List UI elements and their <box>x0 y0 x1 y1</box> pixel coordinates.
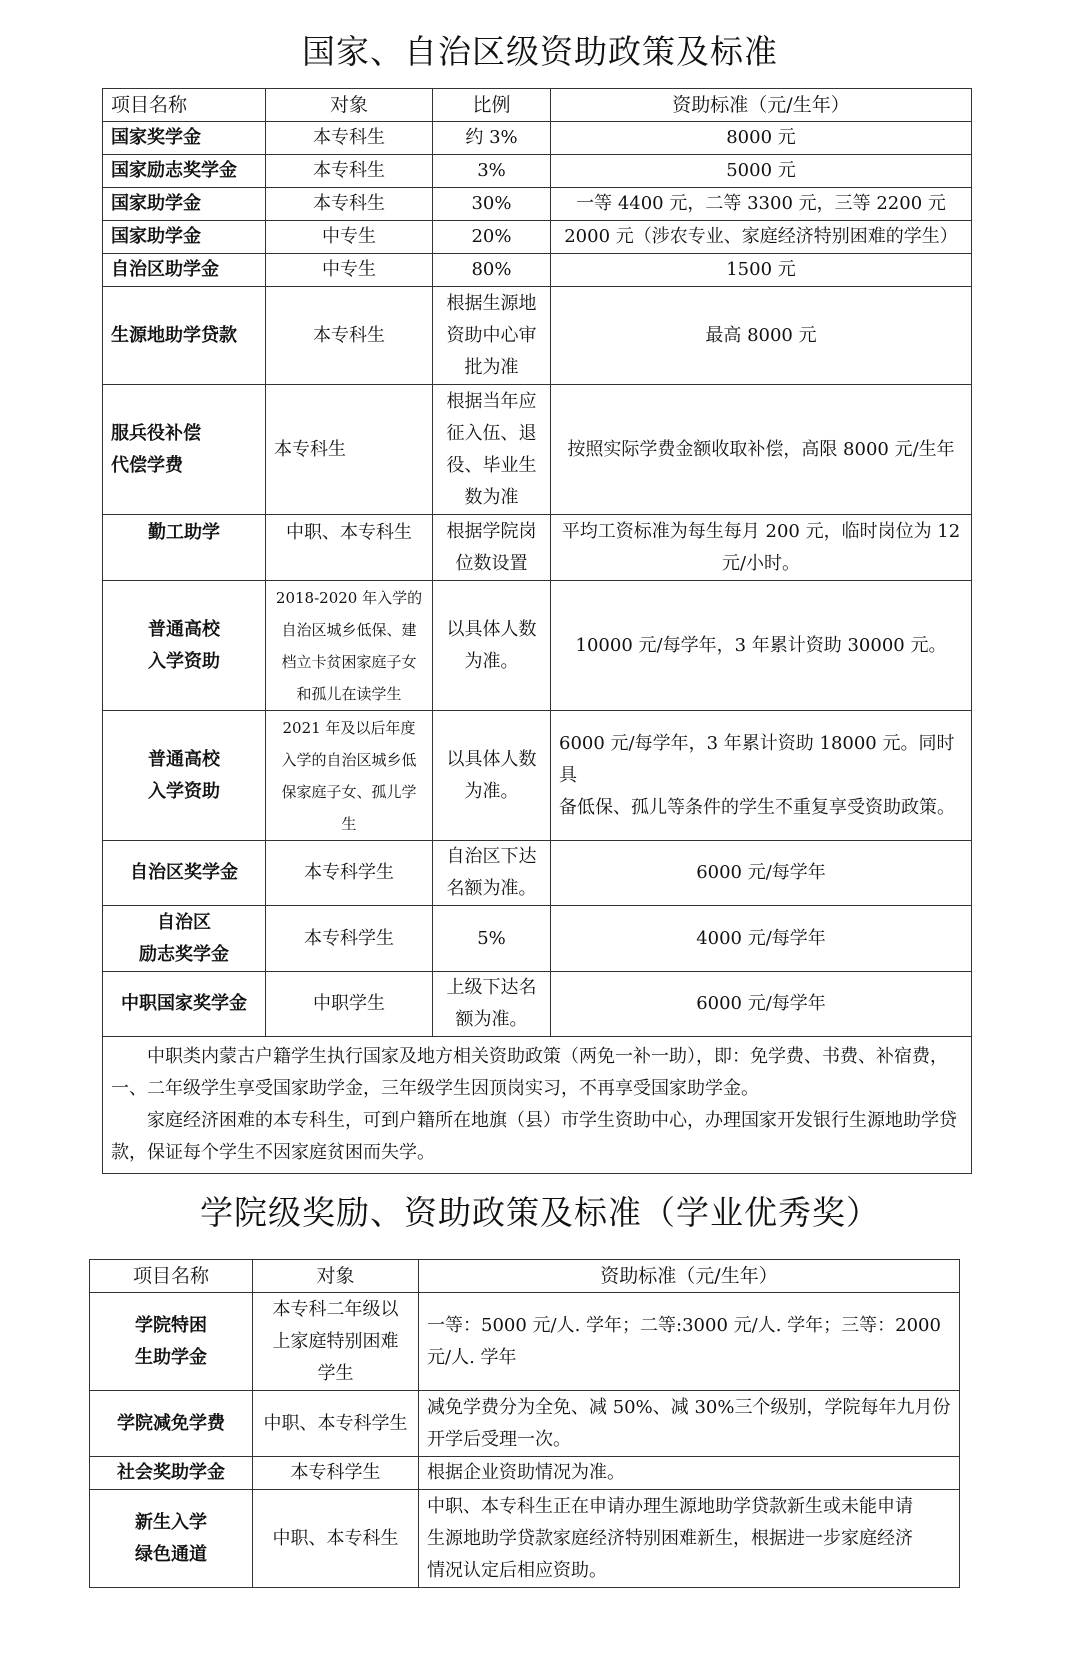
national-aid-table <box>102 88 972 1174</box>
item-standard: 按照实际学费金额收取补偿，高限 8000 元/生年 <box>551 385 972 515</box>
item-object: 2021 年及以后年度 入学的自治区城乡低 保家庭子女、孤儿学 生 <box>266 711 433 841</box>
item-object: 本专科学生 <box>266 906 433 972</box>
table-row <box>90 1490 960 1588</box>
item-standard: 1500 元 <box>551 254 972 287</box>
item-ratio: 自治区下达 名额为准。 <box>433 841 551 906</box>
table-row <box>103 287 972 385</box>
column-header: 资助标准（元/生年） <box>551 89 972 122</box>
item-standard: 一等 4400 元，二等 3300 元，三等 2200 元 <box>551 188 972 221</box>
section-title: 学院级奖励、资助政策及标准（学业优秀奖） <box>200 1193 880 1232</box>
item-name: 自治区助学金 <box>103 254 266 287</box>
table-row <box>103 841 972 906</box>
item-name: 国家助学金 <box>103 221 266 254</box>
item-object: 本专科二年级以 上家庭特别困难 学生 <box>253 1293 419 1391</box>
item-standard: 2000 元（涉农专业、家庭经济特别困难的学生） <box>551 221 972 254</box>
item-ratio: 以具体人数 为准。 <box>433 711 551 841</box>
table-row <box>103 254 972 287</box>
item-standard: 10000 元/每学年，3 年累计资助 30000 元。 <box>551 581 972 711</box>
table-row <box>103 515 972 581</box>
item-ratio: 80% <box>433 254 551 287</box>
table-row <box>90 1457 960 1490</box>
item-object: 中职、本专科生 <box>253 1490 419 1588</box>
item-name: 新生入学 绿色通道 <box>90 1490 253 1588</box>
column-header: 对象 <box>266 89 433 122</box>
table-row <box>103 221 972 254</box>
item-name: 国家励志奖学金 <box>103 155 266 188</box>
item-standard: 5000 元 <box>551 155 972 188</box>
item-name: 自治区奖学金 <box>103 841 266 906</box>
item-ratio: 根据学院岗 位数设置 <box>433 515 551 581</box>
item-standard: 一等：5000 元/人. 学年；二等:3000 元/人. 学年；三等：2000 元/人. 学年 <box>419 1293 960 1391</box>
item-standard: 6000 元/每学年，3 年累计资助 18000 元。同时具 备低保、孤儿等条件的学生不重复享受资助政策。 <box>551 711 972 841</box>
item-ratio: 以具体人数 为准。 <box>433 581 551 711</box>
item-ratio: 根据生源地 资助中心审 批为准 <box>433 287 551 385</box>
item-name: 勤工助学 <box>103 515 266 581</box>
item-standard: 4000 元/每学年 <box>551 906 972 972</box>
note-row <box>103 1037 972 1174</box>
item-ratio: 20% <box>433 221 551 254</box>
item-name: 国家奖学金 <box>103 122 266 155</box>
table-row <box>103 711 972 841</box>
item-name: 中职国家奖学金 <box>103 972 266 1037</box>
item-standard: 中职、本专科生正在申请办理生源地助学贷款新生或未能申请 生源地助学贷款家庭经济特别困难新生，根据进一步家庭经济 情况认定后相应资助。 <box>419 1490 960 1588</box>
table-row <box>103 122 972 155</box>
column-header: 比例 <box>433 89 551 122</box>
item-standard: 最高 8000 元 <box>551 287 972 385</box>
item-name: 普通高校 入学资助 <box>103 711 266 841</box>
item-name: 自治区 励志奖学金 <box>103 906 266 972</box>
item-standard: 根据企业资助情况为准。 <box>419 1457 960 1490</box>
table-row <box>90 1293 960 1391</box>
item-object: 中专生 <box>266 221 433 254</box>
item-standard: 6000 元/每学年 <box>551 972 972 1037</box>
table-row <box>90 1391 960 1457</box>
note-paragraph: 家庭经济困难的本专科生，可到户籍所在地旗（县）市学生资助中心，办理国家开发银行生源地助学贷款，保证每个学生不因家庭贫困而失学。 <box>111 1110 957 1163</box>
item-name: 社会奖助学金 <box>90 1457 253 1490</box>
table-row <box>103 188 972 221</box>
item-standard: 8000 元 <box>551 122 972 155</box>
item-object: 本专科生 <box>266 287 433 385</box>
note-paragraph: 中职类内蒙古户籍学生执行国家及地方相关资助政策（两免一补一助），即：免学费、书费、补宿费，一、二年级学生享受国家助学金，三年级学生因顶岗实习，不再享受国家助学金。 <box>111 1046 948 1099</box>
item-name: 服兵役补偿 代偿学费 <box>103 385 266 515</box>
item-standard: 平均工资标准为每生每月 200 元，临时岗位为 12 元/小时。 <box>551 515 972 581</box>
item-name: 学院减免学费 <box>90 1391 253 1457</box>
item-name: 普通高校 入学资助 <box>103 581 266 711</box>
item-object: 本专科生 <box>266 188 433 221</box>
item-object: 中职、本专科生 <box>266 515 433 581</box>
item-object: 2018-2020 年入学的 自治区城乡低保、建 档立卡贫困家庭子女 和孤儿在读学生 <box>266 581 433 711</box>
item-object: 本专科生 <box>266 385 433 515</box>
item-ratio: 3% <box>433 155 551 188</box>
item-ratio: 上级下达名 额为准。 <box>433 972 551 1037</box>
item-object: 中职学生 <box>266 972 433 1037</box>
table-header-row <box>90 1260 960 1293</box>
item-standard: 6000 元/每学年 <box>551 841 972 906</box>
item-object: 中专生 <box>266 254 433 287</box>
item-ratio: 5% <box>433 906 551 972</box>
column-header: 对象 <box>253 1260 419 1293</box>
item-object: 本专科学生 <box>253 1457 419 1490</box>
college-aid-table <box>89 1259 960 1588</box>
item-ratio: 约 3% <box>433 122 551 155</box>
item-object: 本专科生 <box>266 155 433 188</box>
item-object: 本专科学生 <box>266 841 433 906</box>
item-object: 中职、本专科学生 <box>253 1391 419 1457</box>
item-ratio: 30% <box>433 188 551 221</box>
item-name: 学院特困 生助学金 <box>90 1293 253 1391</box>
item-object: 本专科生 <box>266 122 433 155</box>
item-standard: 减免学费分为全免、减 50%、减 30%三个级别，学院每年九月份 开学后受理一次。 <box>419 1391 960 1457</box>
table-header-row <box>103 89 972 122</box>
item-ratio: 根据当年应 征入伍、退 役、毕业生 数为准 <box>433 385 551 515</box>
item-name: 生源地助学贷款 <box>103 287 266 385</box>
policy-note <box>103 1037 972 1174</box>
column-header: 资助标准（元/生年） <box>419 1260 960 1293</box>
column-header: 项目名称 <box>103 89 266 122</box>
column-header: 项目名称 <box>90 1260 253 1293</box>
table-row <box>103 385 972 515</box>
item-name: 国家助学金 <box>103 188 266 221</box>
table-row <box>103 972 972 1037</box>
table-row <box>103 906 972 972</box>
table-row <box>103 155 972 188</box>
table-row <box>103 581 972 711</box>
page-title: 国家、自治区级资助政策及标准 <box>302 32 778 71</box>
